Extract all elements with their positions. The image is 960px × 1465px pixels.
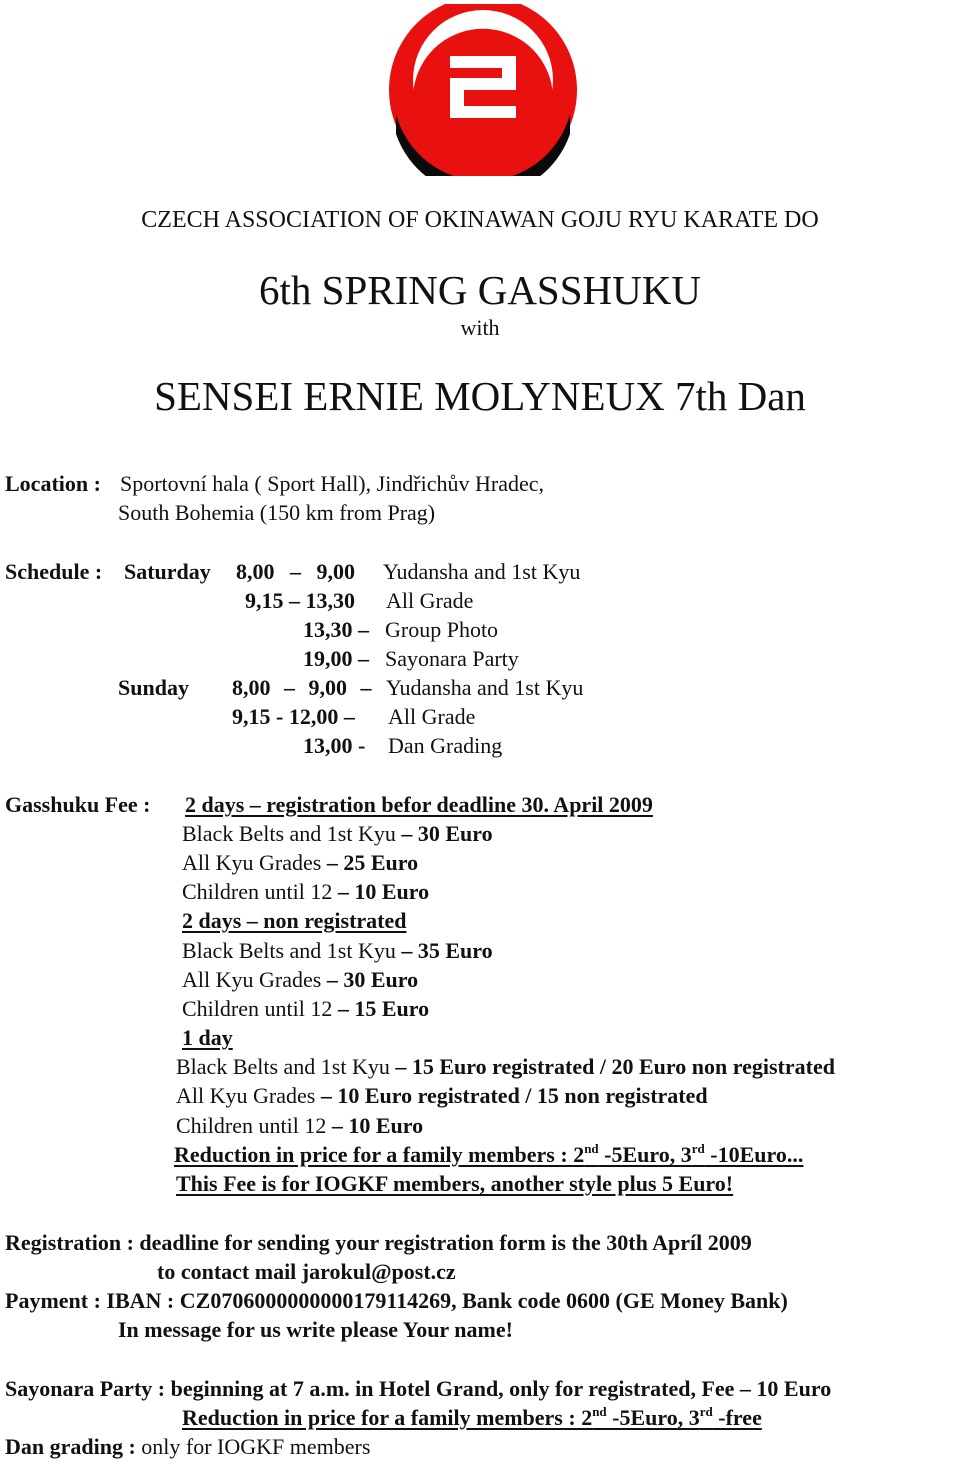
payment-line2: In message for us write please Your name! xyxy=(118,1317,513,1342)
sat-row-1-activity: Yudansha and 1st Kyu xyxy=(383,559,581,584)
fee-nonreg-item-2: All Kyu Grades – 30 Euro xyxy=(182,967,419,992)
sayonara-family-reduction: Reduction in price for a family members : 2nd -5Euro, 3rd -free xyxy=(182,1404,762,1430)
fee-oneday-heading: 1 day xyxy=(182,1025,233,1050)
sat-row-2-activity: All Grade xyxy=(386,588,474,613)
sat-row-2-time: 9,15 – 13,30 xyxy=(245,588,355,613)
fee-oneday-item-2: All Kyu Grades – 10 Euro registrated / 15 non registrated xyxy=(176,1083,708,1108)
sun-row-1-activity: Yudansha and 1st Kyu xyxy=(386,675,584,700)
sat-row-4-time: 19,00 – xyxy=(303,646,369,671)
fee-family-reduction: Reduction in price for a family members : 2nd -5Euro, 3rd -10Euro... xyxy=(174,1141,804,1167)
with-text: with xyxy=(460,315,500,340)
location-line2: South Bohemia (150 km from Prag) xyxy=(118,500,436,525)
fee-reg-item-2: All Kyu Grades – 25 Euro xyxy=(182,850,419,875)
fee-reg-item-3: Children until 12 – 10 Euro xyxy=(182,879,430,904)
logo-white-mark xyxy=(450,56,516,118)
payment-line1: Payment : IBAN : CZ0706000000000179114269, Bank code 0600 (GE Money Bank) xyxy=(5,1288,788,1313)
fee-oneday-item-3: Children until 12 – 10 Euro xyxy=(176,1113,424,1138)
fee-nonreg-heading: 2 days – non registrated xyxy=(182,908,407,933)
location-line1: Sportovní hala ( Sport Hall), Jindřichův Hradec, xyxy=(120,471,545,496)
sun-row-2-activity: All Grade xyxy=(388,704,476,729)
sat-row-1-time: 8,00 – 9,00 xyxy=(236,559,355,584)
dan-grading-line: Dan grading : only for IOGKF members xyxy=(5,1434,371,1459)
fee-note: This Fee is for IOGKF members, another style plus 5 Euro! xyxy=(176,1171,734,1196)
fee-registered-heading: 2 days – registration befor deadline 30. April 2009 xyxy=(185,792,653,817)
event-title: 6th SPRING GASSHUKU xyxy=(259,267,701,313)
sunday-label: Sunday xyxy=(118,675,189,700)
saturday-label: Saturday xyxy=(124,559,211,584)
fee-label: Gasshuku Fee : xyxy=(5,792,151,817)
sun-row-1-time: 8,00 – 9,00 – xyxy=(232,675,372,700)
schedule-label: Schedule : xyxy=(5,559,103,584)
fee-nonreg-item-3: Children until 12 – 15 Euro xyxy=(182,996,430,1021)
sat-row-4-activity: Sayonara Party xyxy=(385,646,519,671)
instructor-name: SENSEI ERNIE MOLYNEUX 7th Dan xyxy=(154,373,806,419)
fee-oneday-item-1: Black Belts and 1st Kyu – 15 Euro registrated / 20 Euro non registrated xyxy=(176,1054,835,1079)
association-logo xyxy=(388,4,578,176)
sayonara-line1: Sayonara Party : beginning at 7 a.m. in Hotel Grand, only for registrated, Fee – 10 Euro xyxy=(5,1376,832,1401)
location-label: Location : xyxy=(5,471,101,496)
sun-row-2-time: 9,15 - 12,00 – xyxy=(232,704,355,729)
registration-line2: to contact mail jarokul@post.cz xyxy=(157,1259,456,1284)
sat-row-3-activity: Group Photo xyxy=(385,617,499,642)
fee-nonreg-item-1: Black Belts and 1st Kyu – 35 Euro xyxy=(182,938,493,963)
sat-row-3-time: 13,30 – xyxy=(303,617,369,642)
registration-line1: Registration : deadline for sending your registration form is the 30th Apríl 2009 xyxy=(5,1230,752,1255)
sun-row-3-activity: Dan Grading xyxy=(388,733,503,758)
fee-reg-item-1: Black Belts and 1st Kyu – 30 Euro xyxy=(182,821,493,846)
sun-row-3-time: 13,00 - xyxy=(303,733,366,758)
association-name: CZECH ASSOCIATION OF OKINAWAN GOJU RYU KARATE DO xyxy=(141,207,819,233)
